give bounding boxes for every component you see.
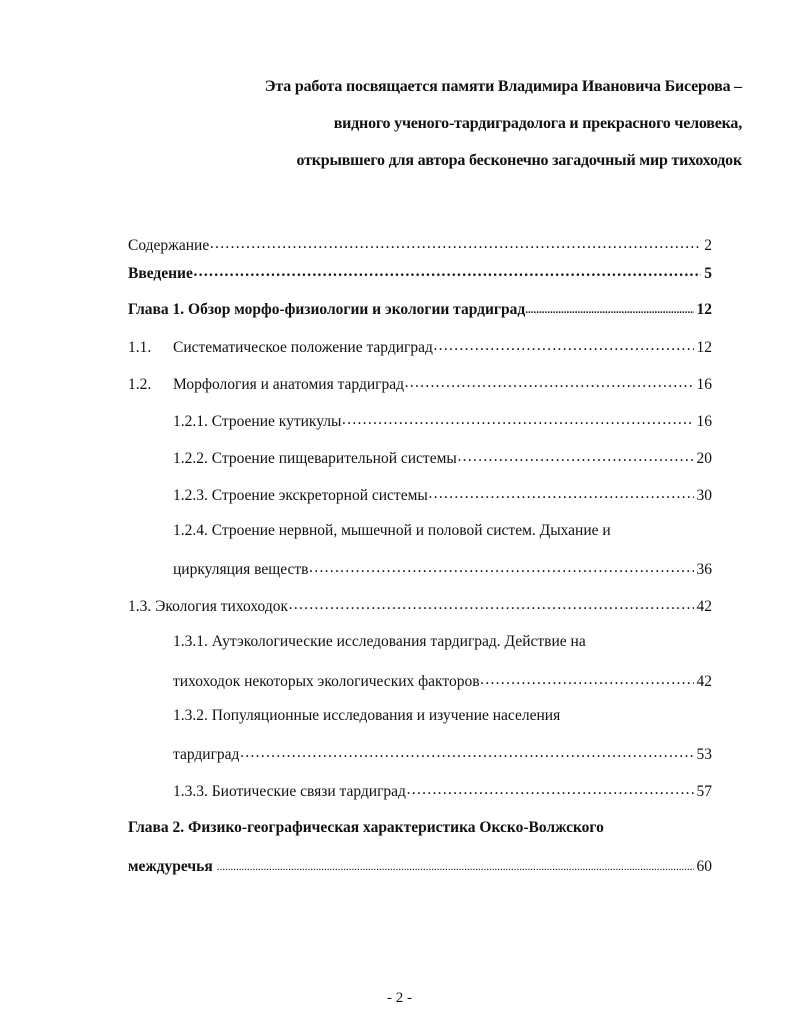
toc-entry-1-2-4[interactable] (173, 522, 712, 542)
toc-label: тихоходок некоторых экологических факторов (173, 672, 480, 690)
toc-page: 12 (696, 338, 712, 356)
toc-page: 16 (696, 412, 712, 430)
toc-page: 57 (696, 782, 712, 800)
toc-page: 60 (696, 857, 712, 875)
toc-entry-1-2[interactable] (128, 373, 712, 393)
toc-label: 1.2.3. Строение экскреторной системы (173, 486, 428, 504)
toc-label: Систематическое положение тардиград (173, 338, 433, 356)
toc-entry-1-2-4-cont[interactable] (173, 558, 712, 578)
toc-label: Морфология и анатомия тардиград (173, 375, 405, 393)
toc-entry-1-2-3[interactable] (173, 484, 712, 504)
toc-label: Введение (128, 264, 193, 282)
toc-entry-1-2-2[interactable] (173, 447, 712, 467)
toc-entry-1-3-1[interactable] (173, 633, 712, 653)
toc-label: Содержание (128, 236, 210, 254)
toc-page: 5 (704, 264, 712, 282)
toc-label: 1.2.1. Строение кутикулы (173, 412, 342, 430)
toc-page: 16 (696, 375, 712, 393)
dedication-line-1: Эта работа посвящается памяти Владимира Ивановича Бисерова – (264, 78, 742, 95)
toc-entry-1-1[interactable] (128, 336, 712, 356)
toc-label: междуречья (128, 857, 213, 875)
toc-number: 1.2. (128, 375, 152, 393)
toc-page: 30 (696, 486, 712, 504)
toc-entry-introduction[interactable] (128, 262, 712, 282)
toc-label: 1.3.3. Биотические связи тардиград (173, 782, 406, 800)
toc-label: циркуляция веществ (173, 560, 309, 578)
toc-entry-1-3-1-cont[interactable] (173, 670, 712, 690)
toc-entry-1-3-3[interactable] (173, 780, 712, 800)
toc-entry-1-3-2[interactable] (173, 707, 712, 727)
toc-page: 42 (696, 597, 712, 615)
toc-entry-chapter-1[interactable] (128, 298, 712, 318)
toc-label: 1.3. Экология тихоходок (128, 597, 289, 615)
toc-label: Глава 1. Обзор морфо-физиологии и экологии тардиград (128, 300, 526, 318)
toc-page: 20 (696, 449, 712, 467)
page-number: - 2 - (387, 990, 412, 1006)
toc-label: 1.3.1. Аутэкологические исследования тардиград. Действие на (173, 633, 586, 650)
dedication-line-2: видного ученого-тардиградолога и прекрасного человека, (333, 115, 742, 132)
toc-label: 1.2.4. Строение нервной, мышечной и половой систем. Дыхание и (173, 522, 611, 539)
toc-page: 12 (696, 300, 712, 318)
toc-page: 53 (696, 745, 712, 763)
toc-entry-1-2-1[interactable] (173, 410, 712, 430)
toc-entry-1-3-2-cont[interactable] (173, 743, 712, 763)
toc-entry-chapter-2-cont[interactable] (128, 855, 712, 875)
dedication-line-3: открывшего для автора бесконечно загадочный мир тихоходок (296, 152, 742, 169)
toc-page: 2 (704, 236, 712, 254)
toc-number: 1.1. (128, 338, 152, 356)
toc-entry-chapter-2[interactable] (128, 819, 712, 839)
toc-page: 42 (696, 672, 712, 690)
toc-entry-contents[interactable] (128, 234, 712, 254)
toc-label: тардиград (173, 745, 240, 763)
toc-entry-1-3[interactable] (128, 595, 712, 615)
toc-page: 36 (696, 560, 712, 578)
toc-label: Глава 2. Физико-географическая характеристика Окско-Волжского (128, 819, 604, 836)
toc-label: 1.3.2. Популяционные исследования и изучение населения (173, 707, 561, 724)
toc-label: 1.2.2. Строение пищеварительной системы (173, 449, 457, 467)
